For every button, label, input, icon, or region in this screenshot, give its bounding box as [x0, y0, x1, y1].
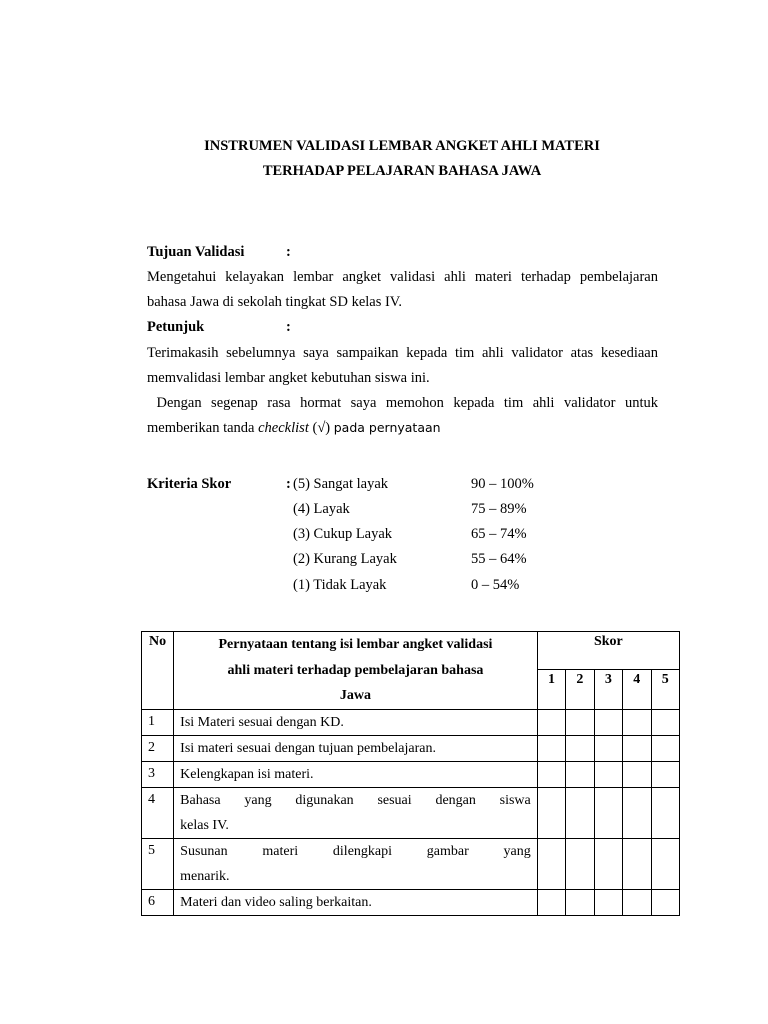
row-statement: Isi Materi sesuai dengan KD. [174, 709, 538, 735]
document-title-line-1: INSTRUMEN VALIDASI LEMBAR ANGKET AHLI MATERI [204, 138, 600, 154]
petunjuk-text-line-3: Dengan segenap rasa hormat saya memohon kepada tim ahli validator untuk [147, 395, 658, 411]
score-cell[interactable] [566, 889, 594, 915]
score-cell[interactable] [566, 787, 594, 838]
petunjuk-colon: : [286, 319, 291, 335]
score-col-3: 3 [594, 669, 622, 709]
score-cell[interactable] [594, 761, 622, 787]
score-cell[interactable] [537, 787, 565, 838]
table-row [142, 761, 680, 787]
score-cell[interactable] [623, 735, 651, 761]
petunjuk-text-line-2: memvalidasi lembar angket kebutuhan siswa ini. [147, 370, 430, 386]
score-cell[interactable] [623, 761, 651, 787]
validation-table [141, 631, 680, 916]
kriteria-item-range: 55 – 64% [471, 551, 527, 567]
kriteria-item-name: (5) Sangat layak [293, 476, 389, 492]
score-col-4: 4 [623, 669, 651, 709]
kriteria-colon: : [286, 476, 291, 492]
score-cell[interactable] [651, 889, 679, 915]
kriteria-item-range: 75 – 89% [471, 501, 527, 517]
score-cell[interactable] [623, 889, 651, 915]
score-cell[interactable] [537, 838, 565, 889]
tujuan-colon: : [286, 244, 291, 260]
score-cell[interactable] [594, 735, 622, 761]
score-col-2: 2 [566, 669, 594, 709]
score-cell[interactable] [594, 889, 622, 915]
kriteria-item-range: 65 – 74% [471, 526, 527, 542]
kriteria-item-range: 90 – 100% [471, 476, 534, 492]
row-statement: Materi dan video saling berkaitan. [174, 889, 538, 915]
row-statement-line-1: Susunan materi dilengkapi gambar yang [180, 843, 531, 859]
table-row [142, 889, 680, 915]
score-cell[interactable] [651, 787, 679, 838]
score-cell[interactable] [594, 787, 622, 838]
header-statement [174, 632, 538, 710]
tujuan-label: Tujuan Validasi [147, 244, 245, 260]
score-cell[interactable] [566, 761, 594, 787]
kriteria-item-name: (4) Layak [293, 501, 350, 517]
header-statement-line-2: ahli materi terhadap pembelajaran bahasa [227, 662, 484, 678]
score-cell[interactable] [623, 709, 651, 735]
row-statement: Isi materi sesuai dengan tujuan pembelajaran. [174, 735, 538, 761]
score-cell[interactable] [537, 889, 565, 915]
table-row [142, 735, 680, 761]
score-col-5: 5 [651, 669, 679, 709]
row-number: 5 [142, 838, 174, 889]
score-cell[interactable] [566, 709, 594, 735]
header-no: No [142, 632, 174, 710]
score-cell[interactable] [566, 735, 594, 761]
kriteria-item-name: (3) Cukup Layak [293, 526, 393, 542]
petunjuk-line4-prefix: memberikan tanda [147, 420, 259, 436]
score-cell[interactable] [651, 735, 679, 761]
kriteria-label: Kriteria Skor [147, 476, 232, 492]
kriteria-item-name: (1) Tidak Layak [293, 577, 387, 593]
score-cell[interactable] [594, 709, 622, 735]
score-cell[interactable] [651, 761, 679, 787]
table-row [142, 838, 680, 889]
score-cell[interactable] [594, 838, 622, 889]
row-number: 4 [142, 787, 174, 838]
row-number: 3 [142, 761, 174, 787]
score-cell[interactable] [537, 735, 565, 761]
checkmark-symbol: (√) [308, 420, 334, 436]
row-number: 6 [142, 889, 174, 915]
row-number: 2 [142, 735, 174, 761]
score-cell[interactable] [537, 709, 565, 735]
petunjuk-text-line-4 [147, 420, 441, 437]
tujuan-text-line-2: bahasa Jawa di sekolah tingkat SD kelas IV. [147, 294, 403, 310]
score-cell[interactable] [651, 709, 679, 735]
row-statement-line-2: menarik. [180, 868, 230, 884]
row-statement-line-2: kelas IV. [180, 817, 229, 833]
checklist-word: checklist [258, 420, 309, 436]
petunjuk-line4-suffix: pada pernyataan [333, 420, 441, 435]
row-number: 1 [142, 709, 174, 735]
score-cell[interactable] [537, 761, 565, 787]
document-title-line-2: TERHADAP PELAJARAN BAHASA JAWA [262, 163, 542, 179]
header-statement-line-1: Pernyataan tentang isi lembar angket validasi [218, 637, 493, 652]
score-cell[interactable] [623, 838, 651, 889]
score-cell[interactable] [623, 787, 651, 838]
row-statement: Kelengkapan isi materi. [174, 761, 538, 787]
petunjuk-label: Petunjuk [147, 319, 205, 335]
score-cell[interactable] [651, 838, 679, 889]
row-statement [174, 787, 538, 838]
score-col-1: 1 [537, 669, 565, 709]
petunjuk-text-line-1: Terimakasih sebelumnya saya sampaikan kepada tim ahli validator atas kesediaan [147, 345, 658, 361]
kriteria-item-name: (2) Kurang Layak [293, 551, 397, 567]
table-row [142, 787, 680, 838]
header-skor: Skor [537, 632, 679, 670]
score-cell[interactable] [566, 838, 594, 889]
row-statement [174, 838, 538, 889]
kriteria-item-range: 0 – 54% [471, 577, 520, 593]
row-statement-line-1: Bahasa yang digunakan sesuai dengan siswa [180, 792, 531, 808]
header-statement-line-3: Jawa [339, 688, 372, 703]
tujuan-text-line-1: Mengetahui kelayakan lembar angket validasi ahli materi terhadap pembelajaran [147, 269, 658, 285]
table-row [142, 709, 680, 735]
